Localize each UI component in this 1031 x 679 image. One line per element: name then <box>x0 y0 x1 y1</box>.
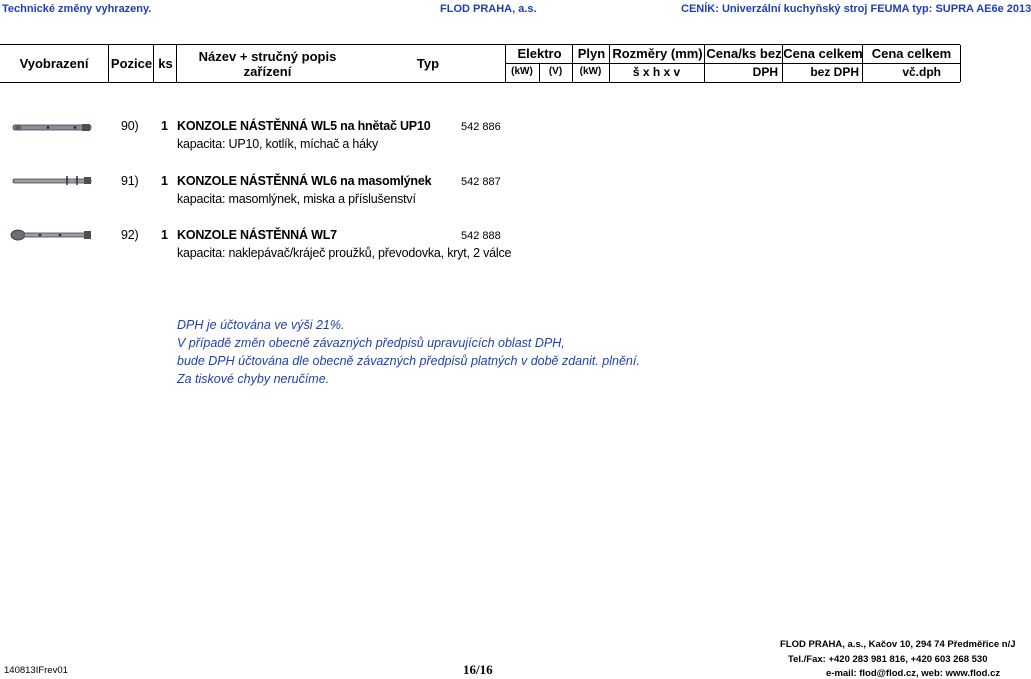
column-header <box>0 44 960 83</box>
item-91-pozice: 91) <box>121 174 139 188</box>
header-nazev: Název + stručný popis zařízení <box>176 45 355 82</box>
item-92-title: KONZOLE NÁSTĚNNÁ WL7 <box>177 228 337 242</box>
company-name: FLOD PRAHA, a.s. <box>440 3 537 15</box>
item-91-desc: kapacita: masomlýnek, miska a příslušenství <box>177 192 416 206</box>
item-90-title: KONZOLE NÁSTĚNNÁ WL5 na hnětač UP10 <box>177 119 431 133</box>
vat-note-line-3: bude DPH účtována dle obecně závazných předpisů platných v době zdanit. plnění. <box>177 354 640 368</box>
footer-phone: Tel./Fax: +420 283 981 816, +420 603 268 530 <box>788 654 988 665</box>
header-cena-celkem-bez: Cena celkem <box>782 45 863 82</box>
vat-note-line-4: Za tiskové chyby neručíme. <box>177 372 330 386</box>
header-plyn-kw: (kW) <box>579 66 602 77</box>
item-90-pozice: 90) <box>121 119 139 133</box>
item-92-pozice: 92) <box>121 228 139 242</box>
footer-address: FLOD PRAHA, a.s., Kačov 10, 294 74 Předměřice n/J <box>780 639 1016 650</box>
header-pozice: Pozice <box>108 45 154 82</box>
price-list-title: CENÍK: Univerzální kuchyňský stroj FEUMA typ: SUPRA AE6e 2013 <box>681 3 1031 15</box>
header-elektro-kw: (kW) <box>511 66 533 77</box>
item-91-title: KONZOLE NÁSTĚNNÁ WL6 na masomlýnek <box>177 174 432 188</box>
vat-note-line-1: DPH je účtována ve výši 21%. <box>177 318 345 332</box>
item-91-code: 542 887 <box>461 176 501 188</box>
header-cena-celkem-bez-dph: bez DPH <box>810 65 859 79</box>
bracket-image-wl5 <box>12 122 92 134</box>
item-90-ks: 1 <box>161 119 168 133</box>
header-cena-celkem-vc-dph: vč.dph <box>902 65 941 79</box>
header-elektro: Elektro <box>505 45 573 82</box>
header-rozmery: Rozměry (mm) <box>609 45 705 82</box>
item-92-desc: kapacita: naklepávač/kráječ proužků, převodovka, kryt, 2 válce <box>177 246 512 260</box>
item-91-ks: 1 <box>161 174 168 188</box>
item-90-code: 542 886 <box>461 121 501 133</box>
bracket-image-wl7 <box>10 228 92 242</box>
disclaimer-text: Technické změny vyhrazeny. <box>2 3 152 15</box>
header-cena-ks: Cena/ks bez <box>704 45 783 82</box>
bracket-image-wl6 <box>12 175 92 187</box>
header-ks: ks <box>153 45 177 82</box>
header-elektro-v: (V) <box>548 66 563 77</box>
document-id: 140813IFrev01 <box>4 665 68 676</box>
item-92-code: 542 888 <box>461 230 501 242</box>
header-cena-ks-dph: DPH <box>752 65 778 79</box>
page-number: 16/16 <box>463 662 493 677</box>
header-typ: Typ <box>416 56 440 71</box>
header-rozmery-sub: š x h x v <box>632 65 681 79</box>
item-92-ks: 1 <box>161 228 168 242</box>
header-cena-celkem-vc: Cena celkem <box>862 45 961 82</box>
footer-email: e-mail: flod@flod.cz, web: www.flod.cz <box>826 668 1001 679</box>
item-90-desc: kapacita: UP10, kotlík, míchač a háky <box>177 137 379 151</box>
header-plyn: Plyn <box>572 45 610 82</box>
vat-note-line-2: V případě změn obecně závazných předpisů upravujících oblast DPH, <box>177 336 565 350</box>
header-vyobrazeni: Vyobrazení <box>19 56 89 71</box>
